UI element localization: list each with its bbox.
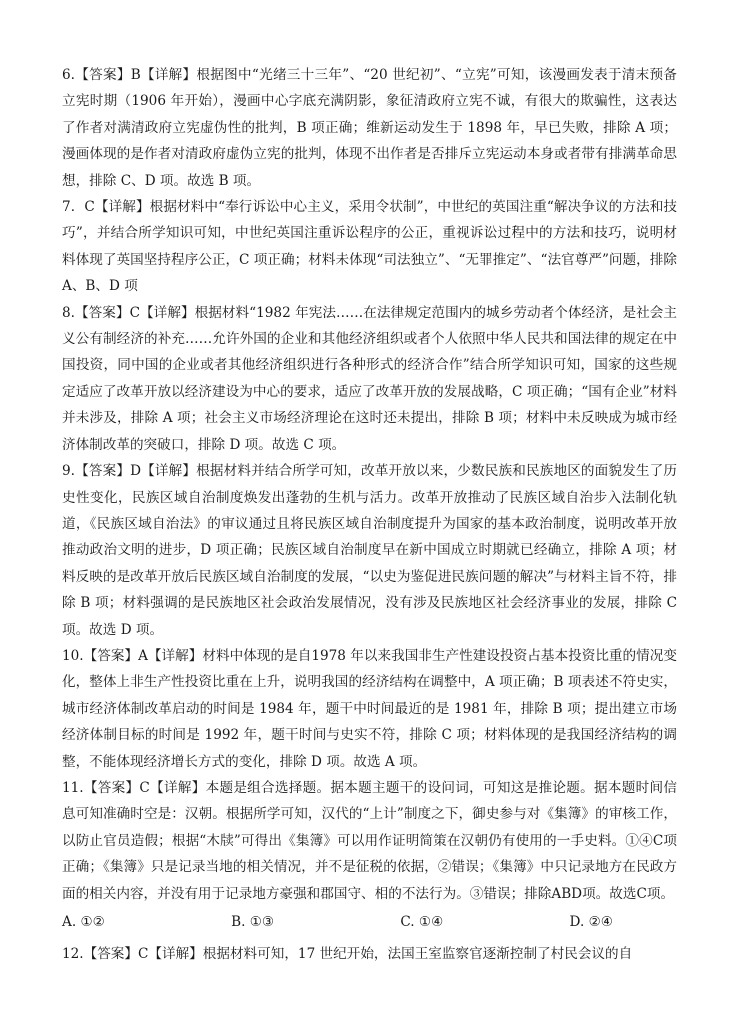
answer-8: 8.【答案】C【详解】根据材料“1982 年宪法……在法律规定范围内的城乡劳动者个体经济，是社会主义公有制经济的补充……允许外国的企业和其他经济组织或者个人依照中华人民共和国法律的规定在中国投资，同中国的企业或者其他经济组织进行各种形式的经济合作”结合所学知识可知，国家的这些规定适应了改革开放以经济建设为中心的要求，适应了改革开放的发展战略，C 项正确；“国有企业”材料并未涉及，排除 A 项；社会主义市场经济理论在这时还未提出，排除 B 项；材料中未反映成为城市经济体制改革的突破口，排除 D 项。故选 C 项。: [62, 304, 677, 453]
option-d: D. ②④: [569, 914, 613, 930]
answer-12: 12.【答案】C【详解】根据材料可知，17 世纪开始，法国王室监察官逐渐控制了村民会议的自: [62, 946, 633, 963]
option-b: B. ①③: [231, 914, 275, 930]
answer-11-options: [62, 909, 677, 935]
answer-7: 7．C【详解】根据材料中“奉行诉讼中心主义，采用令状制”，中世纪的英国注重“解决争议的方法和技巧”，并结合所学知识可知，中世纪英国注重诉讼程序的公正，重视诉讼过程中的方法和技巧，说明材料体现了英国坚持程序公正，C 项正确；材料未体现“司法独立”、“无罪推定”、“法官尊严”问题，排除 A、B、D 项: [62, 199, 677, 295]
document-page: [62, 62, 677, 968]
answer-6: 6.【答案】B【详解】根据图中“光绪三十三年”、“20 世纪初”、“立宪”可知，该漫画发表于清末预备立宪时期（1906 年开始），漫画中心字底充满阴影，象征清政府立宪不诚，有很大的欺骗性，这表达了作者对满清政府立宪虚伪性的批判，B 项正确；维新运动发生于 1898 年，早已失败，排除 A 项；漫画体现的是作者对清政府虚伪立宪的批判，体现不出作者是否排斥立宪运动本身或者带有排满革命思想，排除 C、D 项。故选 B 项。: [62, 67, 677, 189]
answer-9: 9.【答案】D【详解】根据材料并结合所学可知，改革开放以来，少数民族和民族地区的面貌发生了历史性变化，民族区域自治制度焕发出蓬勃的生机与活力。改革开放推动了民族区域自治步入法制化轨道，《民族区域自治法》的审议通过且将民族区域自治制度提升为国家的基本政治制度，说明改革开放推动政治文明的进步，D 项正确；民族区域自治制度早在新中国成立时期就已经确立，排除 A 项；材料反映的是改革开放后民族区域自治制度的发展，“以史为鉴促进民族问题的解决”与材料主旨不符，排除 B 项；材料强调的是民族地区社会政治发展情况，没有涉及民族地区社会经济事业的发展，排除 C 项。故选 D 项。: [62, 463, 677, 638]
option-c: C. ①④: [400, 914, 444, 930]
answer-10: 10.【答案】A【详解】材料中体现的是自1978 年以来我国非生产性建设投资占基本投资比重的情况变化，整体上非生产性投资比重在上升，说明我国的经济结构在调整中，A 项正确；B 项表述不符史实，城市经济体制改革启动的时间是 1984 年，题干中时间最近的是 1981 年，排除 B 项；提出建立市场经济体制目标的时间是 1992 年，题干时间与史实不符，排除 C 项；材料体现的是我国经济结构的调整，不能体现经济增长方式的变化，排除 D 项。故选 A 项。: [62, 647, 677, 770]
option-a: A. ①②: [62, 914, 105, 930]
answer-11: 11.【答案】C【详解】本题是组合选择题。据本题主题干的设问词，可知这是推论题。据本题时间信息可知准确时空是：汉朝。根据所学可知，汉代的“上计”制度之下，御史参与对《集簿》的审核工作，以防止官员造假；根据“木牍”可得出《集簿》可以用作证明简策在汉朝仍有使用的一手史料。①④C项正确；《集簿》只是记录当地的相关情况，并不是征税的依据，②错误；《集簿》中只记录地方在民政方面的相关内容，并没有用于记录地方豪强和郡国守、相的不法行为。③错误；排除ABD项。故选C项。: [62, 779, 677, 902]
